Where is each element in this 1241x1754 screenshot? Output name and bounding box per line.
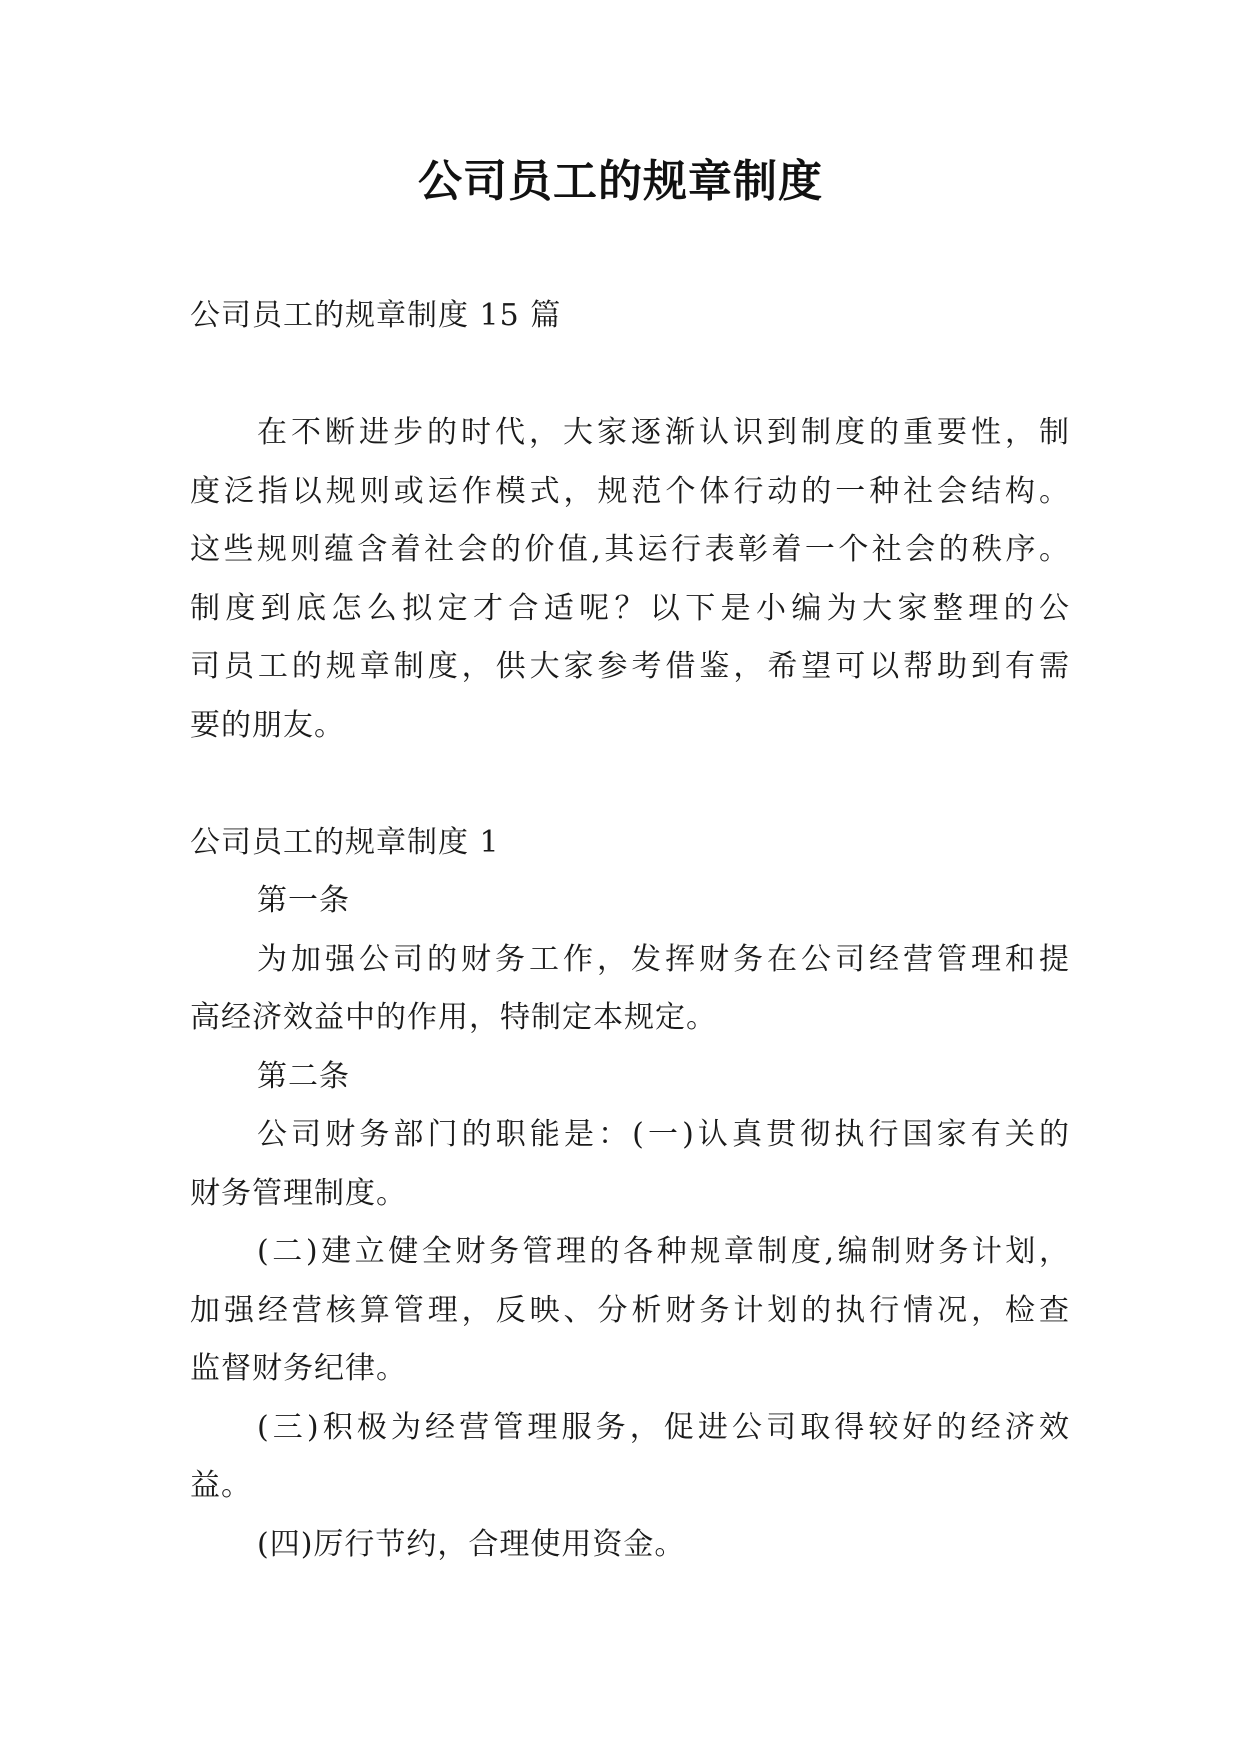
text-line: (四)厉行节约，合理使用资金。 (257, 1526, 686, 1562)
section-heading: 公司员工的规章制度 1 (190, 824, 500, 860)
article-paragraph (190, 1399, 1070, 1516)
text-line: 高经济效益中的作用，特制定本规定。 (190, 1000, 717, 1035)
section (190, 814, 1070, 1575)
article-2 (190, 1048, 1070, 1575)
article-label: 第一条 (257, 883, 350, 918)
document-subtitle: 公司员工的规章制度 15 篇 (190, 298, 562, 333)
article-label: 第二条 (257, 1058, 350, 1094)
article-paragraph (190, 1223, 1070, 1399)
text-line: 为加强公司的财务工作，发挥财务在公司经营管理和提 (257, 941, 1070, 977)
article-paragraph (190, 1516, 1070, 1575)
text-line: (三)积极为经营管理服务，促进公司取得较好的经济效 (257, 1409, 1070, 1445)
text-line: 制度到底怎么拟定才合适呢？以下是小编为大家整理的公 (190, 590, 1070, 626)
intro-paragraph (190, 404, 1070, 755)
text-line: 度泛指以规则或运作模式，规范个体行动的一种社会结构。 (190, 473, 1070, 509)
article-paragraph (190, 1106, 1070, 1223)
text-line: 加强经营核算管理，反映、分析财务计划的执行情况，检查 (190, 1292, 1070, 1328)
article-1 (190, 872, 1070, 1048)
text-line: 这些规则蕴含着社会的价值,其运行表彰着一个社会的秩序。 (190, 532, 1070, 567)
text-line: 司员工的规章制度，供大家参考借鉴，希望可以帮助到有需 (190, 649, 1070, 684)
article-paragraph (190, 931, 1070, 1048)
document-body (190, 287, 1070, 1574)
text-line: 要的朋友。 (190, 707, 345, 743)
document-title: 公司员工的规章制度 (418, 156, 823, 207)
text-line: 益。 (190, 1468, 252, 1503)
text-line: 公司财务部门的职能是：(一)认真贯彻执行国家有关的 (257, 1117, 1070, 1152)
text-line: 财务管理制度。 (190, 1175, 407, 1211)
text-line: 监督财务纪律。 (190, 1351, 407, 1386)
text-line: 在不断进步的时代，大家逐渐认识到制度的重要性，制 (257, 415, 1070, 450)
text-line: (二)建立健全财务管理的各种规章制度,编制财务计划， (257, 1234, 1070, 1269)
